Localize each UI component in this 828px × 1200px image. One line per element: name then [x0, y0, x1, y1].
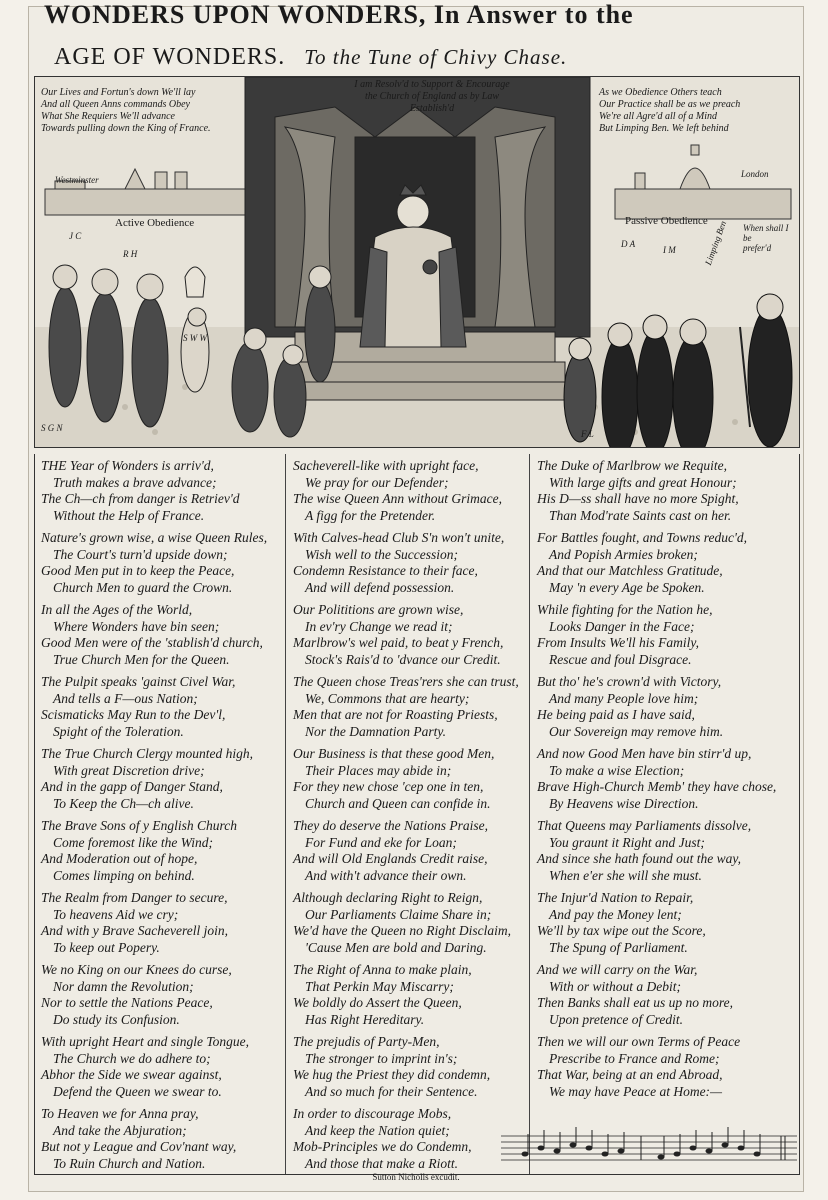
column-rule — [529, 454, 530, 1174]
verse-line: The Injur'd Nation to Repair, — [537, 890, 694, 905]
verse-line: Mob-Principles we do Condemn, — [293, 1139, 472, 1154]
verse-line: And those that make a Riott. — [305, 1155, 458, 1171]
verse-line: By Heavens wise Direction. — [549, 795, 699, 811]
verse-line: The Queen chose Treas'rers she can trust, — [293, 674, 519, 689]
verse-line: The Realm from Danger to secure, — [41, 890, 228, 905]
verse-line: The prejudis of Party-Men, — [293, 1034, 440, 1049]
verse-line: And Moderation out of hope, — [41, 851, 198, 866]
column-rule — [285, 454, 286, 1174]
verse-line: His D—ss shall have no more Spight, — [537, 491, 739, 506]
verse-line: Condemn Resistance to their face, — [293, 563, 478, 578]
verse-line: Come foremost like the Wind; — [53, 834, 213, 850]
verse-line: For they new chose 'cep one in ten, — [293, 779, 484, 794]
verse-line: And will Old Englands Credit raise, — [293, 851, 488, 866]
verse-stanza — [41, 674, 235, 740]
verse-line: You graunt it Right and Just; — [549, 834, 705, 850]
verse-line: And that our Matchless Gratitude, — [537, 563, 723, 578]
verse-line: And pay the Money lent; — [549, 906, 682, 922]
verse-line: The Ch—ch from danger is Retriev'd — [41, 491, 240, 506]
verse-line: The Church we do adhere to; — [53, 1050, 211, 1066]
verse-line: We, Commons that are hearty; — [305, 690, 470, 706]
verse-line: We no King on our Knees do curse, — [41, 962, 232, 977]
verse-stanza — [293, 458, 502, 524]
verse-line: He being paid as I have said, — [537, 707, 695, 722]
verse-stanza — [537, 530, 747, 596]
verse-stanza — [293, 1106, 471, 1172]
verse-line: To Heaven we for Anna pray, — [41, 1106, 199, 1121]
verse-line: The Pulpit speaks 'gainst Civel War, — [41, 674, 236, 689]
verse-line: And with't advance their own. — [305, 867, 467, 883]
verse-stanza — [293, 746, 494, 812]
verse-stanza — [293, 530, 504, 596]
verse-line: And in the gapp of Danger Stand, — [41, 779, 223, 794]
verse-line: And with y Brave Sacheverell join, — [41, 923, 228, 938]
verse-line: We may have Peace at Home:— — [549, 1083, 723, 1099]
verse-line: Do study its Confusion. — [53, 1011, 180, 1027]
title-tune: To the Tune of Chivy Chase. — [304, 45, 568, 69]
verse-line: THE Year of Wonders is arriv'd, — [41, 458, 214, 473]
verse-stanza — [537, 458, 739, 524]
verse-line: And since she hath found out the way, — [537, 851, 741, 866]
verse-line: Our Polititions are grown wise, — [293, 602, 464, 617]
verse-line: Comes limping on behind. — [53, 867, 195, 883]
verse-line: The Brave Sons of y English Church — [41, 818, 237, 833]
verse-line: While fighting for the Nation he, — [537, 602, 713, 617]
label-london: London — [741, 169, 769, 179]
verse-line: That War, being at an end Abroad, — [537, 1067, 723, 1082]
verse-stanza — [293, 1034, 490, 1100]
verse-line: And keep the Nation quiet; — [305, 1122, 450, 1138]
verse-line: And many People love him; — [549, 690, 699, 706]
verse-line: Stock's Rais'd to 'dvance our Credit. — [305, 651, 501, 667]
verse-line: To Keep the Ch—ch alive. — [53, 795, 194, 811]
title-main: AGE OF WONDERS. — [54, 44, 286, 70]
verses-area — [34, 454, 800, 1175]
verse-line: Nature's grown wise, a wise Queen Rules, — [41, 530, 268, 545]
verse-line: Then we will our own Terms of Peace — [537, 1034, 741, 1049]
imprint: Sutton Nicholls excudit. — [372, 1172, 460, 1182]
verse-line: Good Men were of the 'stablish'd church, — [41, 635, 263, 650]
verse-line: The Spung of Parliament. — [549, 939, 688, 955]
verse-line: Nor the Damnation Party. — [305, 723, 446, 739]
verse-line: Brave High-Church Memb' they have chose, — [537, 779, 777, 794]
verse-line: And so much for their Sentence. — [305, 1083, 478, 1099]
verse-stanza — [41, 1106, 236, 1172]
verse-line: The wise Queen Ann without Grimace, — [293, 491, 502, 506]
verse-line: Our Sovereign may remove him. — [549, 723, 724, 739]
verse-line: The stronger to imprint in's; — [305, 1050, 458, 1066]
verse-line: That Queens may Parliaments dissolve, — [537, 818, 752, 833]
label-active-obedience: Active Obedience — [115, 217, 195, 229]
figure-label-fl: F L — [581, 429, 594, 439]
caption-left: Our Lives and Fortun's down We'll lay And all Queen Anns commands Obey What She Requiers We'll advance Towards pulling down the King of France. — [41, 87, 211, 134]
verse-line: We boldly do Assert the Queen, — [293, 995, 462, 1010]
figure-label-da: D A — [621, 239, 636, 249]
label-prefer-speech: When shall I be prefer'd — [743, 223, 789, 253]
figure-label-sgn: S G N — [41, 423, 63, 433]
verse-line: In all the Ages of the World, — [41, 602, 193, 617]
verse-line: Church Men to guard the Crown. — [53, 579, 233, 595]
verse-stanza — [537, 890, 706, 956]
verse-line: With Calves-head Club S'n won't unite, — [293, 530, 505, 545]
verse-line: In order to discourage Mobs, — [293, 1106, 452, 1121]
verse-line: We'd have the Queen no Right Disclaim, — [293, 923, 511, 938]
verse-line: And will defend possession. — [305, 579, 455, 595]
verse-stanza — [537, 746, 776, 812]
verse-line: Marlbrow's wel paid, to beat y French, — [293, 635, 504, 650]
title-line-1: WONDERS UPON WONDERS, In Answer to the — [44, 0, 634, 29]
music-notation — [501, 1122, 797, 1172]
verse-line: True Church Men for the Queen. — [53, 651, 230, 667]
verse-line: But tho' he's crown'd with Victory, — [537, 674, 722, 689]
verse-stanza — [537, 962, 733, 1028]
figure-label-sww: S W W — [183, 333, 207, 343]
verse-line: Scismaticks May Run to the Dev'l, — [41, 707, 226, 722]
verse-line: Without the Help of France. — [53, 507, 205, 523]
figure-label-rh: R H — [123, 249, 138, 259]
verse-line: Church and Queen can confide in. — [305, 795, 491, 811]
figure-label-jc: J C — [69, 231, 82, 241]
verse-line: From Insults We'll his Family, — [537, 635, 700, 650]
figure-label-limping-ben: Limping Ben — [703, 219, 729, 267]
verse-line: Prescribe to France and Rome; — [549, 1050, 720, 1066]
verse-line: Wish well to the Succession; — [305, 546, 458, 562]
verse-line: Nor damn the Revolution; — [53, 978, 194, 994]
verse-stanza — [537, 1034, 740, 1100]
caption-queen-speech: I am Resolv'd to Support & Encourage the Church of England as by Law Establish'd — [354, 79, 510, 114]
verse-stanza — [41, 458, 240, 524]
verse-line: Has Right Hereditary. — [305, 1011, 425, 1027]
verse-line: Abhor the Side we swear against, — [41, 1067, 222, 1082]
verse-line: To keep out Popery. — [53, 939, 160, 955]
verse-stanza — [293, 962, 472, 1028]
verse-stanza — [293, 674, 519, 740]
verse-stanza — [41, 1034, 249, 1100]
verse-stanza — [41, 962, 232, 1028]
verse-line: For Battles fought, and Towns reduc'd, — [537, 530, 748, 545]
verse-line: Spight of the Toleration. — [53, 723, 184, 739]
broadside-sheet — [28, 0, 804, 1192]
verse-line: Although declaring Right to Reign, — [293, 890, 483, 905]
money-bag — [185, 267, 205, 297]
verse-line: The True Church Clergy mounted high, — [41, 746, 253, 761]
verse-stanza — [41, 818, 237, 884]
verse-line: In ev'ry Change we read it; — [305, 618, 453, 634]
verse-stanza — [293, 602, 503, 668]
label-passive-obedience: Passive Obedience — [625, 215, 708, 227]
verse-line: Our Business is that these good Men, — [293, 746, 495, 761]
verse-stanza — [537, 602, 713, 668]
verse-line: Sacheverell-like with upright face, — [293, 458, 479, 473]
verse-line: With or without a Debit; — [549, 978, 682, 994]
verse-line: For Fund and eke for Loan; — [305, 834, 457, 850]
verse-line: And take the Abjuration; — [53, 1122, 187, 1138]
verse-line: May 'n every Age be Spoken. — [549, 579, 705, 595]
verse-line: To make a wise Election; — [549, 762, 685, 778]
verse-stanza — [41, 602, 263, 668]
verse-line: And we will carry on the War, — [537, 962, 698, 977]
verse-line: Nor to settle the Nations Peace, — [41, 995, 213, 1010]
verse-line: They do deserve the Nations Praise, — [293, 818, 488, 833]
verse-line: Truth makes a brave advance; — [53, 474, 217, 490]
verse-stanza — [41, 530, 267, 596]
verse-line: Good Men put in to keep the Peace, — [41, 563, 235, 578]
verse-line: And now Good Men have bin stirr'd up, — [537, 746, 752, 761]
verse-line: To Ruin Church and Nation. — [53, 1155, 206, 1171]
verse-line: With great Discretion drive; — [53, 762, 205, 778]
verse-line: Then Banks shall eat us up no more, — [537, 995, 733, 1010]
verse-line: We hug the Priest they did condemn, — [293, 1067, 491, 1082]
title-line-2 — [54, 44, 828, 71]
label-westminster: Westminster — [55, 175, 99, 185]
verse-line: Their Places may abide in; — [305, 762, 452, 778]
verse-line: Men that are not for Roasting Priests, — [293, 707, 498, 722]
verse-line: Looks Danger in the Face; — [549, 618, 695, 634]
verse-line: But not y League and Cov'nant way, — [41, 1139, 237, 1154]
verse-line: A figg for the Pretender. — [305, 507, 436, 523]
verse-line: With upright Heart and single Tongue, — [41, 1034, 250, 1049]
verse-line: We pray for our Defender; — [305, 474, 449, 490]
verse-line: We'll by tax wipe out the Score, — [537, 923, 706, 938]
verse-line: Than Mod'rate Saints cast on her. — [549, 507, 732, 523]
verse-line: The Duke of Marlbrow we Requite, — [537, 458, 727, 473]
verse-line: To heavens Aid we cry; — [53, 906, 179, 922]
verse-line: Upon pretence of Credit. — [549, 1011, 683, 1027]
verse-line: Defend the Queen we swear to. — [53, 1083, 222, 1099]
verse-line: And Popish Armies broken; — [549, 546, 698, 562]
verse-line: And tells a F—ous Nation; — [53, 690, 198, 706]
verse-stanza — [293, 890, 511, 956]
verse-stanza — [537, 818, 751, 884]
verse-line: Our Parliaments Claime Share in; — [305, 906, 492, 922]
verse-line: 'Cause Men are bold and Daring. — [305, 939, 487, 955]
verse-line: That Perkin May Miscarry; — [305, 978, 454, 994]
verse-line: Rescue and foul Disgrace. — [549, 651, 692, 667]
verse-stanza — [537, 674, 723, 740]
verse-line: With large gifts and great Honour; — [549, 474, 737, 490]
engraving-illustration — [34, 76, 800, 448]
verse-line: Where Wonders have bin seen; — [53, 618, 220, 634]
verse-stanza — [293, 818, 488, 884]
london-skyline — [615, 145, 791, 219]
verse-stanza — [41, 890, 228, 956]
verse-line: The Court's turn'd upside down; — [53, 546, 228, 562]
caption-right: As we Obedience Others teach Our Practice shall be as we preach We're all Agre'd all of a Mind But Limping Ben. We left behind — [599, 87, 741, 134]
verse-line: The Right of Anna to make plain, — [293, 962, 472, 977]
verse-line: When e'er she will she must. — [549, 867, 702, 883]
figure-label-im: I M — [663, 245, 676, 255]
verse-stanza — [41, 746, 253, 812]
